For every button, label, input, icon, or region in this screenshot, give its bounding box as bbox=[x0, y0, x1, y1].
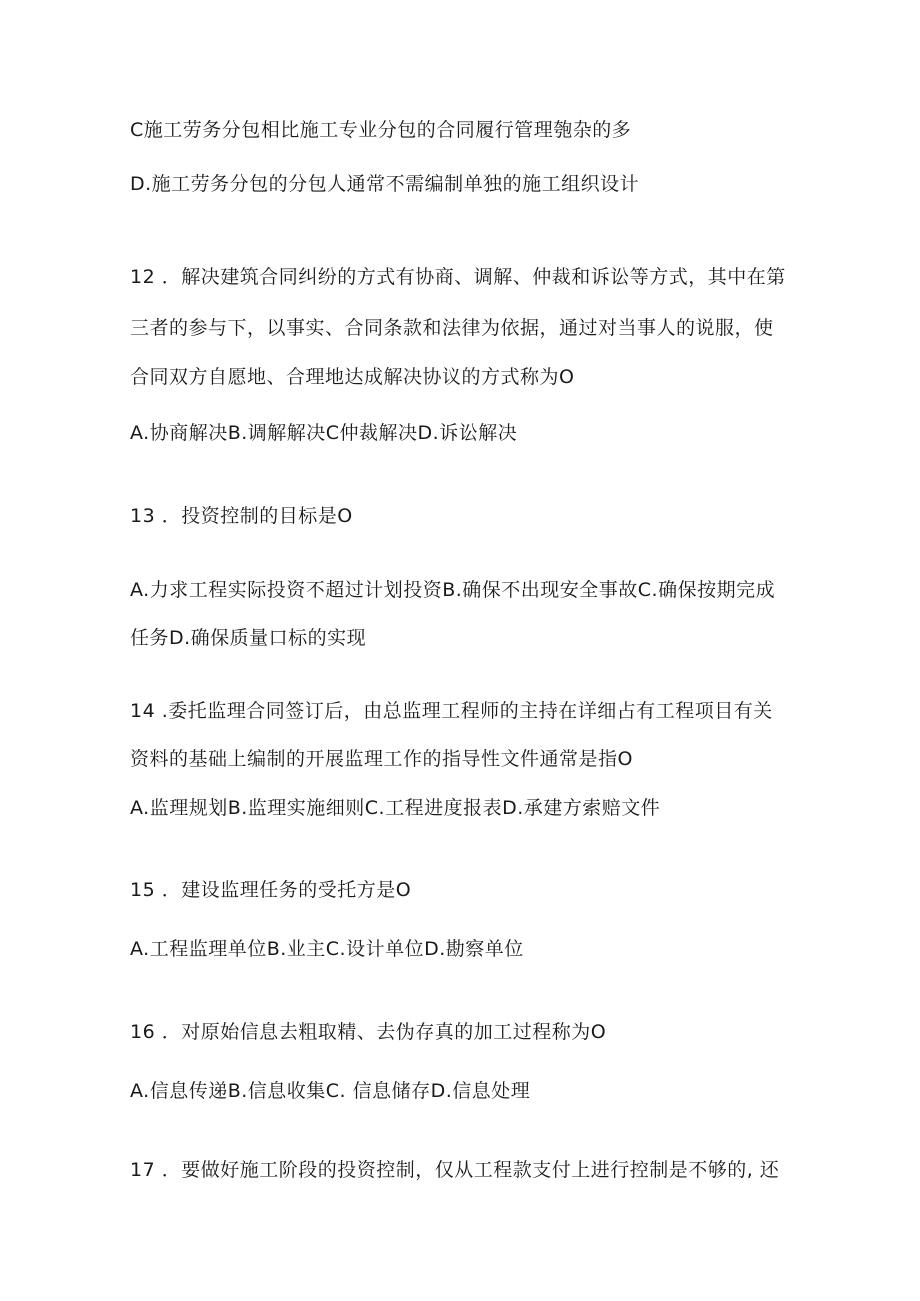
question-16-options: A.信息传递B.信息收集C. 信息储存D.信息处理 bbox=[130, 1080, 531, 1102]
question-15: 15 ．建设监理任务的受托方是O bbox=[130, 879, 412, 901]
question-14-options: A.监理规划B.监理实施细则C.工程进度报表D.承建方索赔文件 bbox=[130, 797, 661, 819]
question-13-options-line-1: A.力求工程实际投资不超过计划投资B.确保不出现安全事故C.确保按期完成 bbox=[130, 579, 776, 601]
question-12-line-1: 12 ．解决建筑合同纠纷的方式有协商、调解、仲裁和诉讼等方式，其中在第 bbox=[130, 266, 786, 288]
question-12-line-3: 合同双方自愿地、合理地达成解决协议的方式称为O bbox=[130, 366, 575, 388]
question-14-line-1: 14 .委托监理合同签订后，由总监理工程师的主持在详细占有工程项目有关 bbox=[130, 700, 773, 722]
question-13: 13 ．投资控制的目标是O bbox=[130, 505, 353, 527]
option-c-q11: C施工劳务分包相比施工专业分包的合同履行管理匏杂的多 bbox=[130, 119, 632, 141]
question-12-options: A.协商解决B.调解解决C仲裁解决D.诉讼解决 bbox=[130, 422, 518, 444]
question-14-line-2: 资料的基础上编制的开展监理工作的指导性文件通常是指O bbox=[130, 748, 633, 770]
question-13-options-line-2: 任务D.确保质量口标的实现 bbox=[130, 627, 367, 649]
question-12-line-2: 三者的参与下，以事实、合同条款和法律为依据，通过对当事人的说服，使 bbox=[130, 317, 774, 339]
question-17-line-1: 17 ．要做好施工阶段的投资控制，仅从工程款支付上进行控制是不够的, 还 bbox=[130, 1159, 780, 1181]
option-d-q11: D.施工劳务分包的分包人通常不需编制单独的施工组织设计 bbox=[130, 173, 640, 195]
question-15-options: A.工程监理单位B.业主C.设计单位D.勘察单位 bbox=[130, 938, 524, 960]
question-16: 16 ．对原始信息去粗取精、去伪存真的加工过程称为O bbox=[130, 1021, 607, 1043]
